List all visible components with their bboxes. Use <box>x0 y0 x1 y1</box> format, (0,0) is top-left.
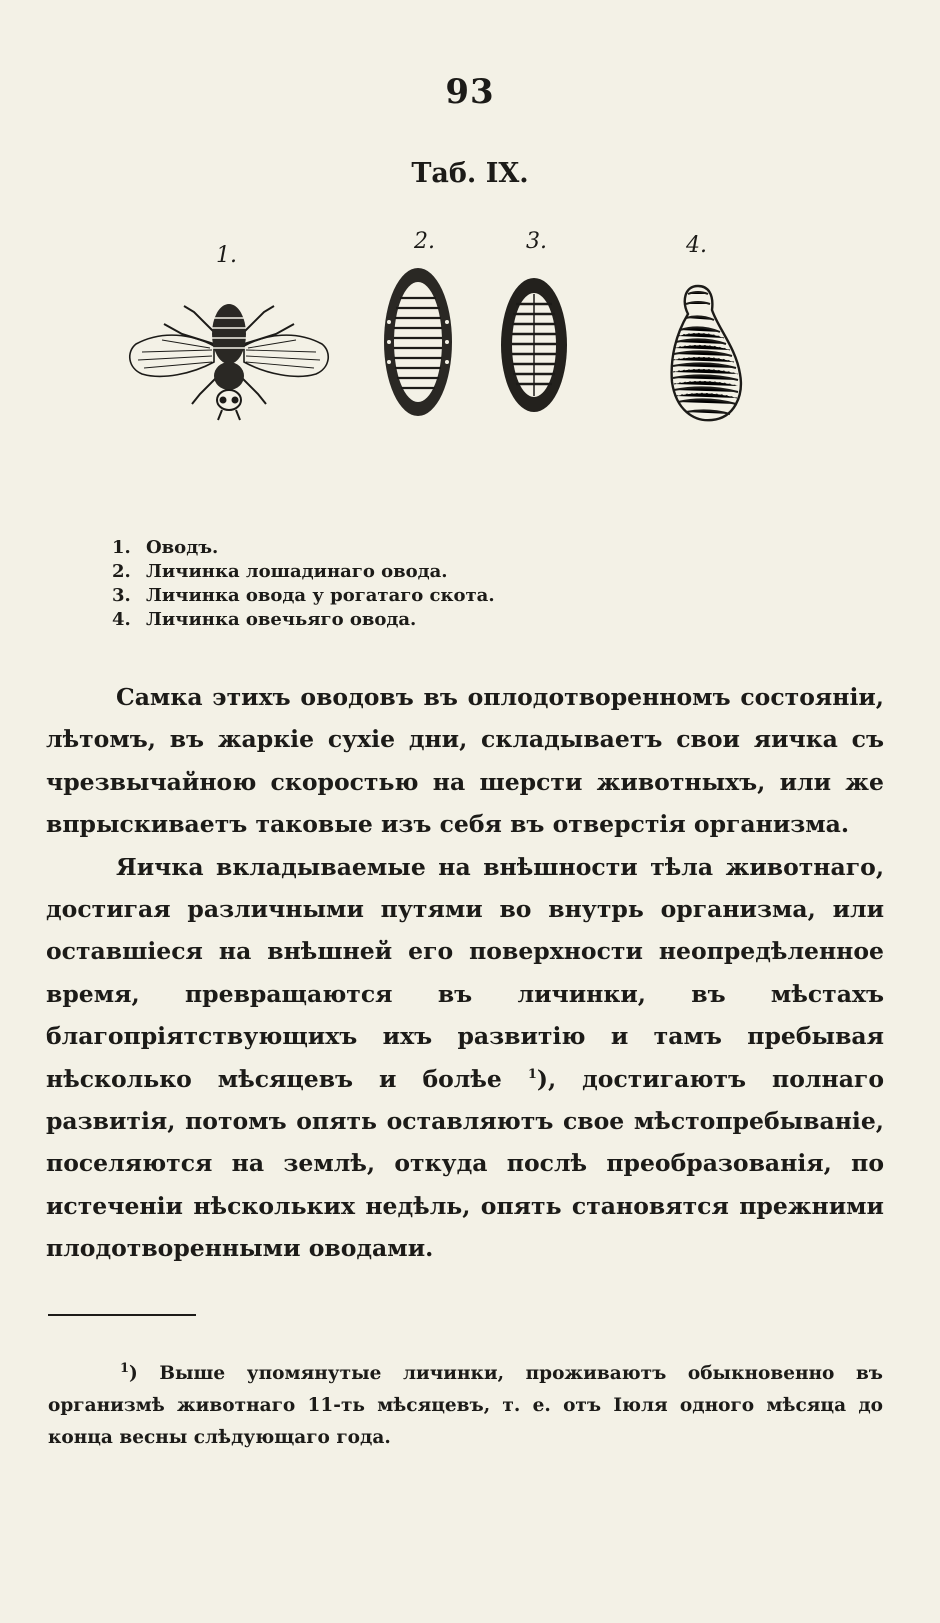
figure-2-number: 2. <box>414 229 435 254</box>
cattle-botfly-larva-icon <box>498 274 570 416</box>
figure-legend <box>112 536 495 632</box>
legend-item <box>112 536 495 560</box>
footnote-marker: 1 <box>120 1360 130 1376</box>
sheep-botfly-larva-icon <box>668 278 746 426</box>
page-number: 93 <box>445 72 495 112</box>
footnote-text: ) Выше упомянутые личинки, проживаютъ обыкновенно въ организмѣ животнаго 11-ть мѣсяцевъ, т. е. отъ Іюля одного мѣсяца до конца весны слѣдующаго года. <box>48 1363 883 1448</box>
legend-text: Личинка овечьяго овода. <box>146 609 417 630</box>
legend-number: 1. <box>112 537 131 558</box>
footnote-divider <box>48 1314 196 1316</box>
horse-botfly-larva-icon <box>380 262 456 422</box>
figure-4-number: 4. <box>686 233 707 258</box>
body-text <box>46 676 884 1270</box>
legend-text: Оводъ. <box>146 537 219 558</box>
legend-number: 3. <box>112 585 131 606</box>
plate-title: Таб. IX. <box>411 158 529 189</box>
legend-text: Личинка лошадинаго овода. <box>146 561 448 582</box>
paragraph-2-part-2: ), достигаютъ полнаго развитія, потомъ опять оставляютъ свое мѣстопребываніе, поселяются на землѣ, откуда послѣ преобразованія, по истеченіи нѣскольких недѣль, опять становятся прежними плодотворенными оводами. <box>46 1064 884 1263</box>
legend-item <box>112 608 495 632</box>
figure-3-number: 3. <box>526 229 547 254</box>
figure-1-number: 1. <box>216 243 237 268</box>
legend-item <box>112 584 495 608</box>
legend-text: Личинка овода у рогатаго скота. <box>146 585 495 606</box>
paragraph-2 <box>46 846 884 1270</box>
legend-item <box>112 560 495 584</box>
legend-number: 4. <box>112 609 131 630</box>
paragraph-2-part-1: Яичка вкладываемые на внѣшности тѣла животнаго, достигая различными путями во внутрь организма, или оставшіеся на внѣшней его поверхности неопредѣленное время, превращаются въ личинки, въ мѣстахъ благопріятствующихъ ихъ развитію и тамъ пребывая нѣсколько мѣсяцевъ и болѣе <box>46 852 884 1093</box>
legend-number: 2. <box>112 561 131 582</box>
gadfly-icon <box>122 282 336 422</box>
paragraph-1: Самка этихъ оводовъ въ оплодотворенномъ состояніи, лѣтомъ, въ жаркіе сухіе дни, складываетъ свои яичка съ чрезвычайною скоростью на шерсти животныхъ, или же впрыскиваетъ таковые изъ себя въ отверстія организма. <box>46 683 884 839</box>
footnote <box>48 1358 883 1454</box>
footnote-reference: 1 <box>527 1066 537 1082</box>
